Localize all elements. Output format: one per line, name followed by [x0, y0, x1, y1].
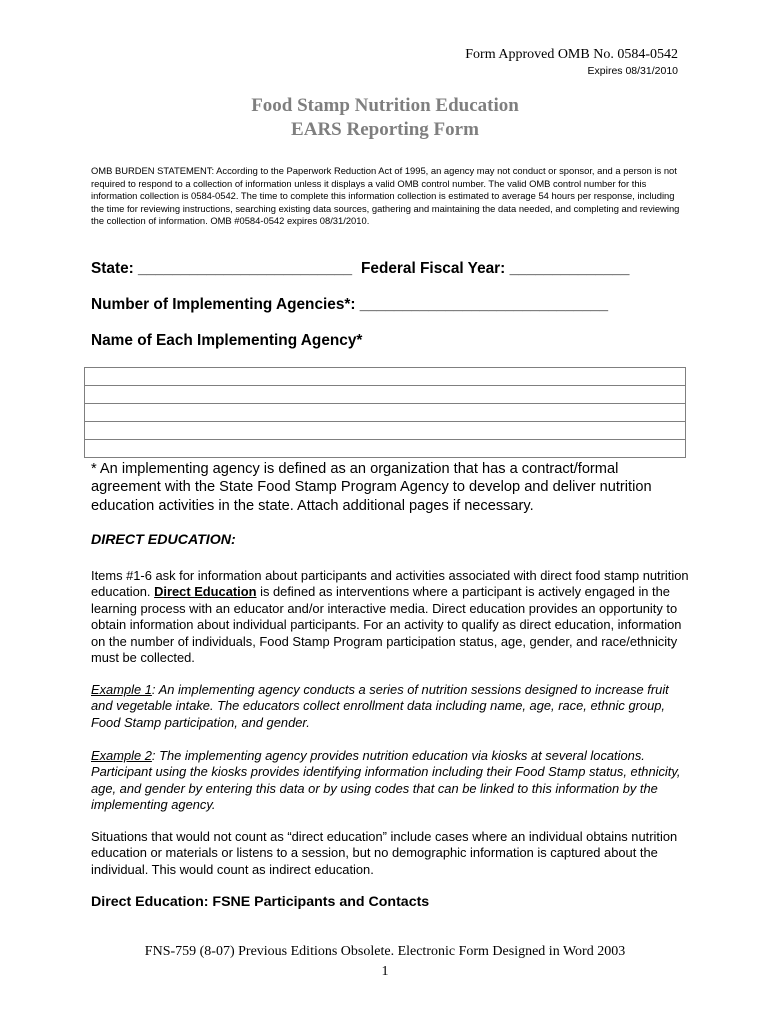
example-1 — [91, 682, 691, 731]
agency-name-cell[interactable] — [85, 404, 686, 422]
omb-approved-number: Form Approved OMB No. 0584-0542 — [465, 47, 678, 62]
indirect-education-note: Situations that would not count as “direct education” include cases where an individual obtains nutrition education or materials or listens to a session, but no demographic information is captured about the individual. This would count as indirect education. — [91, 829, 678, 877]
agency-name-cell[interactable] — [85, 422, 686, 440]
direct-education-description — [91, 568, 691, 666]
form-title-line1: Food Stamp Nutrition Education — [251, 95, 519, 116]
items-intro-text: Items #1-6 ask for information about participants and activities associated with direct food stamp nutrition education. — [91, 568, 689, 600]
items-definition-text: is defined as interventions where a participant is actively engaged in the learning process with an educator and/or interactive media. Direct education provides an opportunity to obtain information about individual participants. For an activity to qualify as direct education, information on the number of individuals, Food Stamp Program participation status, age, gender, and race/ethnicity must be collected. — [91, 584, 682, 666]
example-2-label: Example 2 — [91, 748, 152, 763]
table-row[interactable] — [85, 404, 686, 422]
example-2-text: : The implementing agency provides nutrition education via kiosks at several locations. Participant using the kiosks provides identifying information including their Food Stamp status, ethnicity, age, and gender by entering this data or by using codes that can be linked to this information by the implementing agency. — [91, 748, 681, 813]
example-1-label: Example 1 — [91, 682, 152, 697]
example-2 — [91, 748, 691, 814]
agency-names-label: Name of Each Implementing Agency* — [91, 332, 363, 349]
agency-name-cell[interactable] — [85, 386, 686, 404]
federal-fiscal-year-field[interactable]: Federal Fiscal Year: ______________ — [361, 260, 630, 277]
omb-burden-statement: OMB BURDEN STATEMENT: According to the Paperwork Reduction Act of 1995, an agency may not conduct or sponsor, and a person is not required to respond to a collection of information unless it displays a valid OMB control number. The valid OMB control number for this information collection is 0584-0542. The time to complete this information collection is estimated to average 54 hours per response, including the time for reviewing instructions, searching existing data sources, gathering and maintaining the data needed, and completing and reviewing the collection of information. OMB #0584-0542 expires 08/31/2010. — [91, 165, 680, 227]
agency-name-cell[interactable] — [85, 368, 686, 386]
agency-definition-note: * An implementing agency is defined as an organization that has a contract/formal agreement with the State Food Stamp Program Agency to develop and deliver nutrition education activities in the state. Attach additional pages if necessary. — [91, 461, 652, 514]
expiration-date: Expires 08/31/2010 — [587, 65, 678, 77]
direct-education-term: Direct Education — [154, 584, 257, 600]
table-row[interactable] — [85, 440, 686, 458]
agency-name-cell[interactable] — [85, 440, 686, 458]
table-row[interactable] — [85, 368, 686, 386]
form-title-line2: EARS Reporting Form — [291, 119, 479, 140]
example-1-text: : An implementing agency conducts a series of nutrition sessions designed to increase fruit and vegetable intake. The educators collect enrollment data including name, age, race, ethnic group, Food Stamp participation, and gender. — [91, 682, 669, 730]
number-of-agencies-field[interactable]: Number of Implementing Agencies*: _____________________________ — [91, 296, 609, 313]
page-number: 1 — [381, 964, 389, 979]
direct-education-heading: DIRECT EDUCATION: — [91, 532, 236, 548]
state-field[interactable]: State: _________________________ — [91, 260, 353, 277]
footer-form-note: FNS-759 (8-07) Previous Editions Obsolete. Electronic Form Designed in Word 2003 — [144, 944, 626, 959]
table-row[interactable] — [85, 386, 686, 404]
section-heading: Direct Education: FSNE Participants and Contacts — [91, 894, 430, 910]
agency-names-table — [84, 367, 686, 458]
table-row[interactable] — [85, 422, 686, 440]
